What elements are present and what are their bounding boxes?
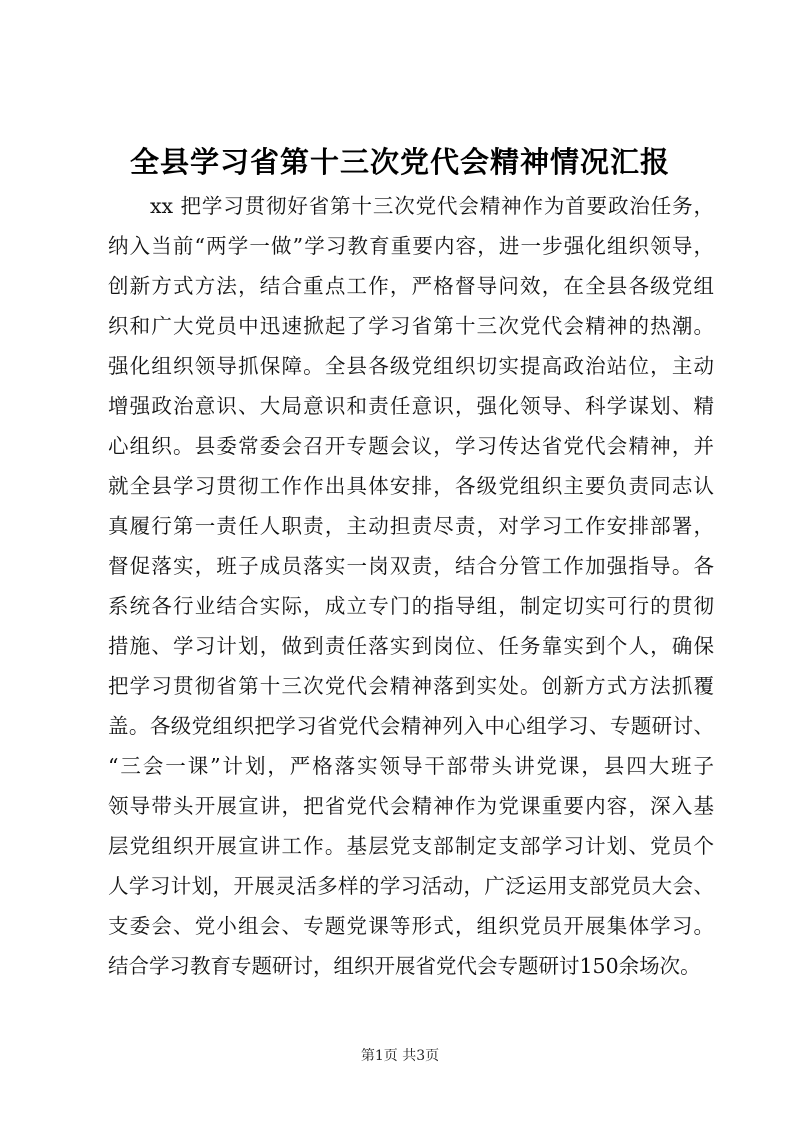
body-line: 层党组织开展宣讲工作。基层党支部制定支部学习计划、党员个	[108, 834, 714, 858]
body-line: 盖。各级党组织把学习省党代会精神列入中心组学习、专题研讨、	[108, 714, 714, 738]
body-line: xx 把学习贯彻好省第十三次党代会精神作为首要政治任务，	[150, 194, 714, 218]
body-line: 织和广大党员中迅速掀起了学习省第十三次党代会精神的热潮。	[108, 314, 714, 338]
document-body	[108, 186, 714, 986]
body-line: 措施、学习计划，做到责任落实到岗位、任务靠实到个人，确保	[108, 634, 714, 658]
document-title: 全县学习省第十三次党代会精神情况汇报	[129, 145, 670, 179]
body-line: 就全县学习贯彻工作作出具体安排，各级党组织主要负责同志认	[108, 474, 714, 498]
body-line: 把学习贯彻省第十三次党代会精神落到实处。创新方式方法抓覆	[108, 674, 714, 698]
body-line: 支委会、党小组会、专题党课等形式，组织党员开展集体学习。	[108, 914, 714, 938]
page-footer: 第1页 共3页	[360, 1048, 440, 1064]
body-line: 纳入当前“两学一做”学习教育重要内容，进一步强化组织领导，	[108, 234, 714, 258]
body-line: 增强政治意识、大局意识和责任意识，强化领导、科学谋划、精	[108, 394, 714, 418]
body-line: 人学习计划，开展灵活多样的学习活动，广泛运用支部党员大会、	[108, 874, 714, 898]
body-line: 督促落实，班子成员落实一岗双责，结合分管工作加强指导。各	[108, 554, 714, 578]
body-line: 创新方式方法，结合重点工作，严格督导问效，在全县各级党组	[108, 274, 714, 298]
body-line: 强化组织领导抓保障。全县各级党组织切实提高政治站位，主动	[108, 354, 714, 378]
body-line: 领导带头开展宣讲，把省党代会精神作为党课重要内容，深入基	[108, 794, 714, 818]
body-line: “三会一课”计划，严格落实领导干部带头讲党课，县四大班子	[108, 754, 714, 778]
body-line: 心组织。县委常委会召开专题会议，学习传达省党代会精神，并	[108, 434, 714, 458]
body-line: 结合学习教育专题研讨，组织开展省党代会专题研讨150余场次。	[108, 954, 701, 978]
body-line: 真履行第一责任人职责，主动担责尽责，对学习工作安排部署，	[108, 514, 714, 538]
body-line: 系统各行业结合实际，成立专门的指导组，制定切实可行的贯彻	[108, 594, 714, 618]
